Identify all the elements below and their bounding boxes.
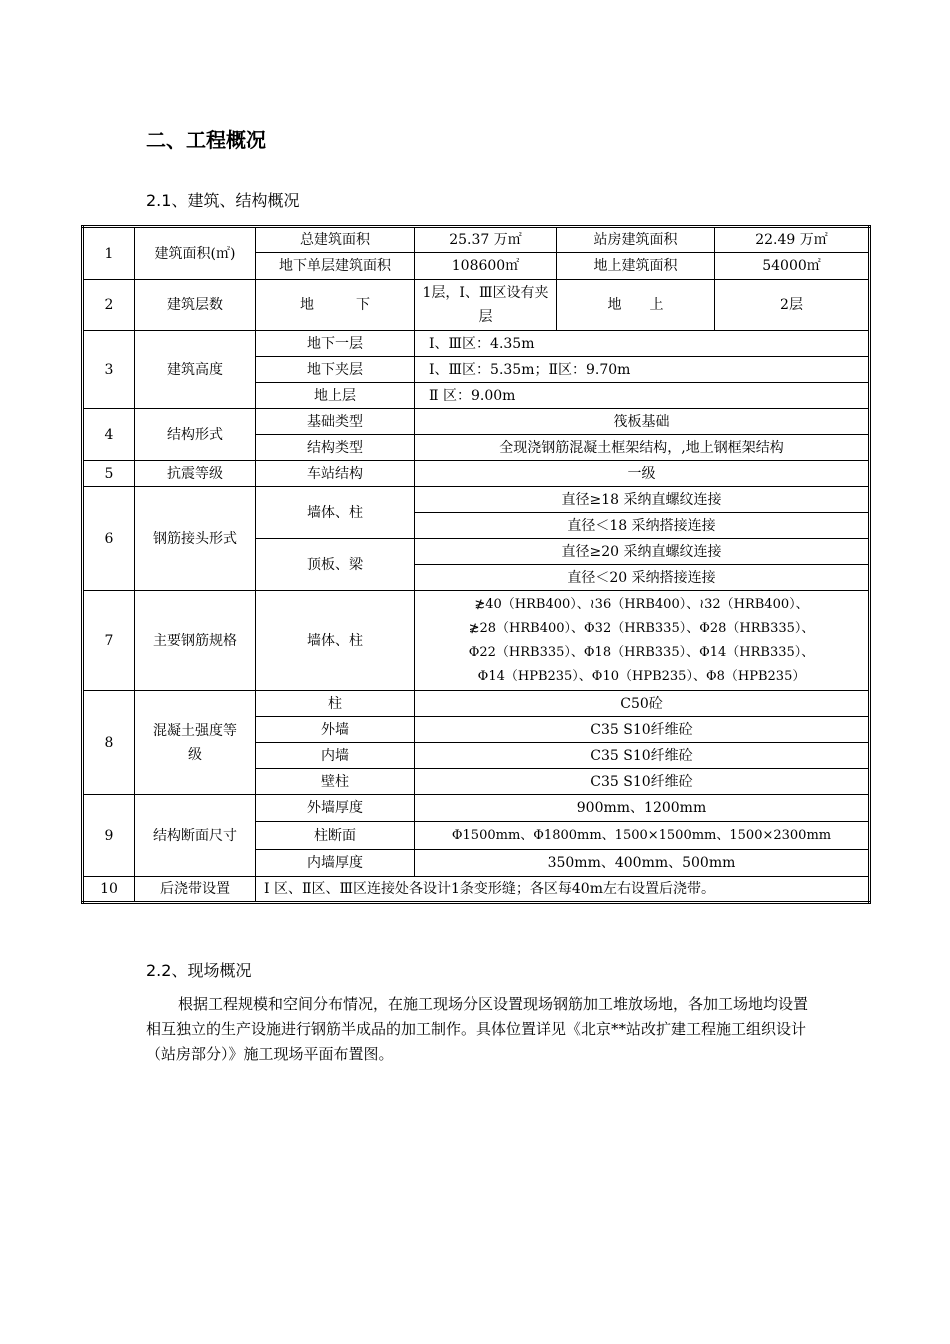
project-overview-table: [81, 225, 871, 904]
cell: 350mm、400mm、500mm: [415, 850, 870, 877]
table-row: [83, 461, 870, 487]
table-row: [83, 691, 870, 717]
cell: 直径＜18 采纳搭接连接: [415, 513, 870, 539]
rebar-spec-line: Φ22（HRB335）、Φ18（HRB335）、Φ14（HRB335）、: [468, 644, 815, 660]
cell: 柱: [256, 691, 415, 717]
row-number: 3: [83, 331, 135, 409]
table-row: [83, 331, 870, 357]
cell: 25.37 万㎡: [415, 227, 557, 253]
cell: 地下单层建筑面积: [256, 253, 415, 280]
cell: 直径≥20 采纳直螺纹连接: [415, 539, 870, 565]
cell: C35 S10纤维砼: [415, 743, 870, 769]
cell: C35 S10纤维砼: [415, 717, 870, 743]
cell: 地 上: [557, 280, 715, 331]
cell: 顶板、梁: [256, 539, 415, 591]
rebar-spec-line: ≵28（HRB400）、Φ32（HRB335）、Φ28（HRB335）、: [468, 620, 815, 636]
cell: 基础类型: [256, 409, 415, 435]
table-row: [83, 487, 870, 513]
cell: 54000㎡: [715, 253, 870, 280]
subsection-title-site: 2.2、现场概况: [146, 961, 252, 980]
rebar-spec-line: Φ14（HPB235）、Φ10（HPB235）、Φ8（HPB235）: [477, 668, 806, 684]
row-item: 结构断面尺寸: [135, 795, 256, 877]
table-row: [83, 227, 870, 253]
table-row: [83, 409, 870, 435]
table-row: [83, 280, 870, 331]
rebar-spec-line: ≵40（HRB400）、≀36（HRB400）、≀32（HRB400）、: [474, 596, 809, 612]
cell: 地下一层: [256, 331, 415, 357]
cell: 车站结构: [256, 461, 415, 487]
cell: 1层，Ⅰ、Ⅲ区设有夹层: [415, 280, 557, 331]
cell: 22.49 万㎡: [715, 227, 870, 253]
cell: 一级: [415, 461, 870, 487]
cell: 壁柱: [256, 769, 415, 795]
row-item: 抗震等级: [135, 461, 256, 487]
row-number: 7: [83, 591, 135, 691]
cell: 直径＜20 采纳搭接连接: [415, 565, 870, 591]
row-item: 建筑层数: [135, 280, 256, 331]
row-number: 9: [83, 795, 135, 877]
row-number: 2: [83, 280, 135, 331]
rebar-spec-cell: [415, 591, 870, 691]
row-item: 后浇带设置: [135, 877, 256, 903]
cell: 外墙厚度: [256, 795, 415, 822]
row-item: 主要钢筋规格: [135, 591, 256, 691]
cell: Φ1500mm、Φ1800mm、1500×1500mm、1500×2300mm: [415, 822, 870, 850]
cell: 900mm、1200mm: [415, 795, 870, 822]
cell: 地 下: [256, 280, 415, 331]
cell: 内墙: [256, 743, 415, 769]
cell: 墙体、柱: [256, 591, 415, 691]
cell: 墙体、柱: [256, 487, 415, 539]
row-number: 4: [83, 409, 135, 461]
cell: 柱断面: [256, 822, 415, 850]
cell: 2层: [715, 280, 870, 331]
row-item: 结构形式: [135, 409, 256, 461]
table-row: [83, 795, 870, 822]
cell: 108600㎡: [415, 253, 557, 280]
row-item: 建筑面积(㎡): [135, 227, 256, 280]
row-number: 8: [83, 691, 135, 795]
cell: 全现浇钢筋混凝土框架结构，,地上钢框架结构: [415, 435, 870, 461]
cell: Ⅰ、Ⅲ区：5.35m；Ⅱ区：9.70m: [415, 357, 870, 383]
cell: 内墙厚度: [256, 850, 415, 877]
cell: C35 S10纤维砼: [415, 769, 870, 795]
cell: Ⅰ 区、Ⅱ区、Ⅲ区连接处各设计1条变形缝；各区每40m左右设置后浇带。: [256, 877, 870, 903]
cell: Ⅰ、Ⅲ区：4.35m: [415, 331, 870, 357]
cell: C50砼: [415, 691, 870, 717]
cell: 站房建筑面积: [557, 227, 715, 253]
cell: 地下夹层: [256, 357, 415, 383]
cell: Ⅱ 区：9.00m: [415, 383, 870, 409]
cell: 总建筑面积: [256, 227, 415, 253]
cell: 外墙: [256, 717, 415, 743]
site-overview-paragraph: 根据工程规模和空间分布情况，在施工现场分区设置现场钢筋加工堆放场地，各加工场地均设置相互独立的生产设施进行钢筋半成品的加工制作。具体位置详见《北京**站改扩建工程施工组织设计（站房部分）》施工现场平面布置图。: [146, 995, 809, 1063]
cell: 地上层: [256, 383, 415, 409]
row-number: 1: [83, 227, 135, 280]
row-item: 建筑高度: [135, 331, 256, 409]
table-row: [83, 591, 870, 691]
cell: 地上建筑面积: [557, 253, 715, 280]
cell: 直径≥18 采纳直螺纹连接: [415, 487, 870, 513]
cell: 筏板基础: [415, 409, 870, 435]
row-item: 混凝土强度等级: [135, 691, 256, 795]
row-number: 10: [83, 877, 135, 903]
row-number: 6: [83, 487, 135, 591]
cell: 结构类型: [256, 435, 415, 461]
subsection-title-structure: 2.1、建筑、结构概况: [146, 191, 300, 210]
section-title: 二、工程概况: [146, 128, 266, 152]
table-row: [83, 877, 870, 903]
row-number: 5: [83, 461, 135, 487]
row-item: 钢筋接头形式: [135, 487, 256, 591]
